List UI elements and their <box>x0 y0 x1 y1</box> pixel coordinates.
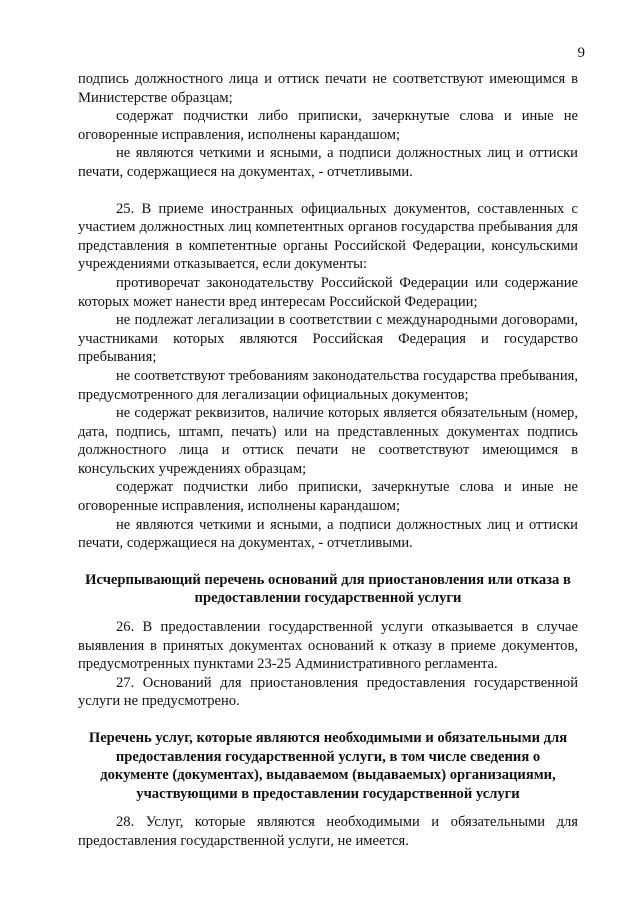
paragraph: не соответствуют требованиям законодательства государства пребывания, предусмотренного для легализации официальных документов; <box>78 367 578 403</box>
paragraph: подпись должностного лица и оттиск печати не соответствуют имеющимся в Министерстве образцам; <box>78 71 578 106</box>
paragraph-item-25: 25. В приеме иностранных официальных документов, составленных с участием должностных лиц компетентных органов государства пребывания для представления в компетентные органы Российской Федерации, консульскими учреждениями отказывается, если документы: <box>78 200 578 273</box>
paragraph: содержат подчистки либо приписки, зачеркнутые слова и иные не оговоренные исправления, исполнены карандашом; <box>78 479 578 515</box>
document-body <box>78 70 578 851</box>
paragraph-item-27: 27. Оснований для приостановления предоставления государственной услуги не предусмотрено. <box>78 674 578 710</box>
paragraph: содержат подчистки либо приписки, зачеркнутые слова и иные не оговоренные исправления, исполнены карандашом; <box>78 108 578 143</box>
section-heading-refusal-grounds: Исчерпывающий перечень оснований для приостановления или отказа в предоставлении государственной услуги <box>85 571 571 607</box>
paragraph-item-26: 26. В предоставлении государственной услуги отказывается в случае выявления в принятых документах оснований к отказу в приеме документов, предусмотренных пунктами 23-25 Административного регламента. <box>78 619 578 673</box>
paragraph-item-28: 28. Услуг, которые являются необходимыми и обязательными для предоставления государственной услуги, не имеется. <box>78 814 578 849</box>
paragraph: не являются четкими и ясными, а подписи должностных лиц и оттиски печати, содержащиеся на документах, - отчетливыми. <box>78 516 578 552</box>
page-number: 9 <box>577 45 585 61</box>
paragraph: не содержат реквизитов, наличие которых является обязательным (номер, дата, подпись, штамп, печать) или на представленных документах подпись должностного лица и оттиск печати не соответствуют имеющимся в консульских учреждениях образцам; <box>78 405 578 477</box>
section-heading-required-services: Перечень услуг, которые являются необходимыми и обязательными для предоставления государственной услуги, в том числе сведения о документе (документах), выдаваемом (выдаваемых) организациями, участвующими в предоставлении государственной услуги <box>88 730 568 802</box>
paragraph: не подлежат легализации в соответствии с международными договорами, участниками которых являются Российская Федерация и государство пребывания; <box>78 312 578 366</box>
paragraph: не являются четкими и ясными, а подписи должностных лиц и оттиски печати, содержащиеся на документах, - отчетливыми. <box>78 145 578 180</box>
paragraph: противоречат законодательству Российской Федерации или содержание которых может нанести вред интересам Российской Федерации; <box>78 274 578 310</box>
